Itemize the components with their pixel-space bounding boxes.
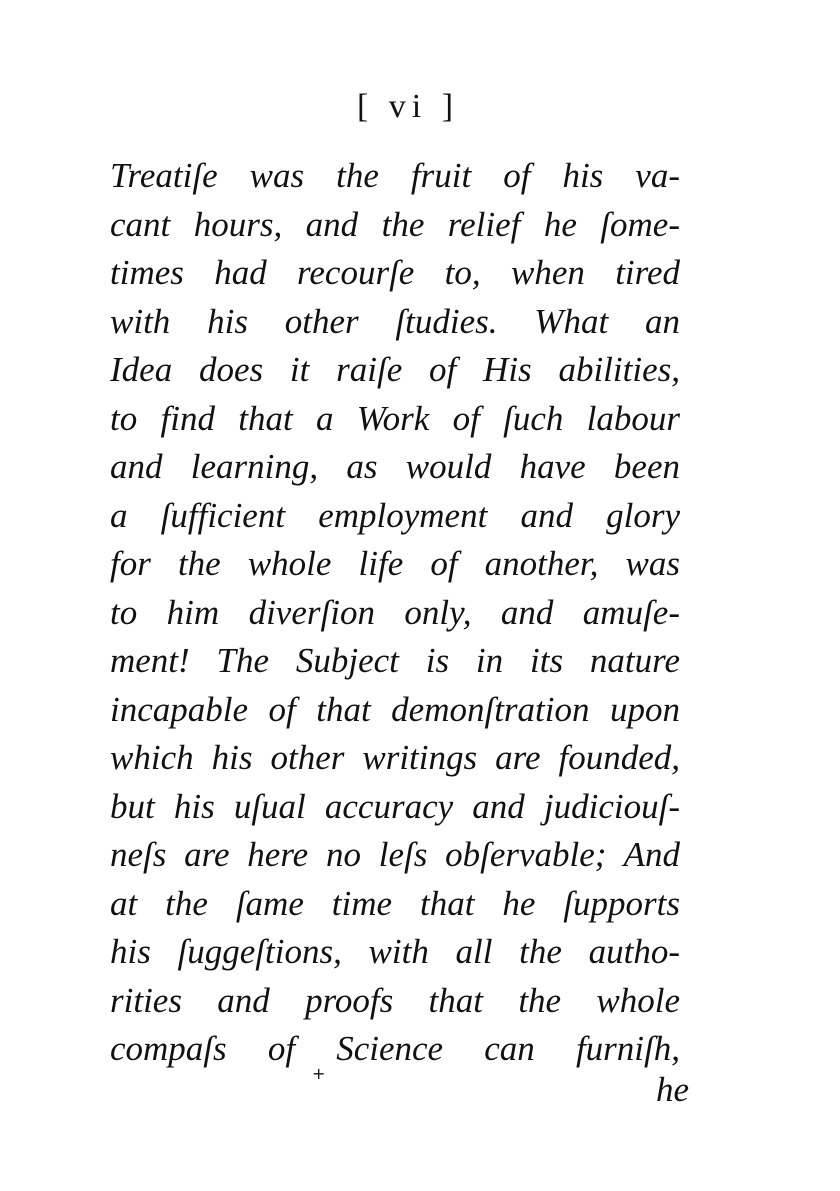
- text-line: which his other writings are founded,: [110, 738, 680, 777]
- text-line: ment! The Subject is in its nature: [110, 641, 680, 680]
- text-line: to find that a Work of ſuch labour: [110, 398, 680, 438]
- page-number-header: [ vi ]: [356, 88, 460, 125]
- text-line: with his other ſtudies. What an: [110, 301, 680, 341]
- text-line: Treatiſe was the fruit of his va-: [110, 156, 680, 195]
- text-line: to him diverſion only, and amuſe-: [110, 592, 680, 632]
- text-line: times had recourſe to, when tired: [110, 253, 680, 292]
- text-line: at the ſame time that he ſupports: [110, 883, 680, 923]
- body-text: [110, 152, 680, 1074]
- text-line: but his uſual accuracy and judiciouſ-: [110, 786, 680, 826]
- text-line: rities and proofs that the whole: [110, 980, 680, 1020]
- text-line: neſs are here no leſs obſervable; And: [110, 835, 680, 874]
- text-line: and learning, as would have been: [110, 447, 680, 486]
- text-line: incapable of that demonſtration upon: [110, 689, 680, 729]
- text-line: cant hours, and the relief he ſome-: [110, 204, 680, 244]
- text-line: a ſufficient employment and glory: [110, 495, 680, 535]
- text-line: Idea does it raiſe of His abilities,: [110, 350, 680, 389]
- text-line: for the whole life of another, was: [110, 544, 680, 583]
- signature-mark: +: [312, 1064, 326, 1083]
- text-line: compaſs of Science can furniſh,: [110, 1029, 680, 1068]
- text-line: his ſuggeſtions, with all the autho-: [110, 932, 680, 971]
- catchword: he: [656, 1070, 690, 1109]
